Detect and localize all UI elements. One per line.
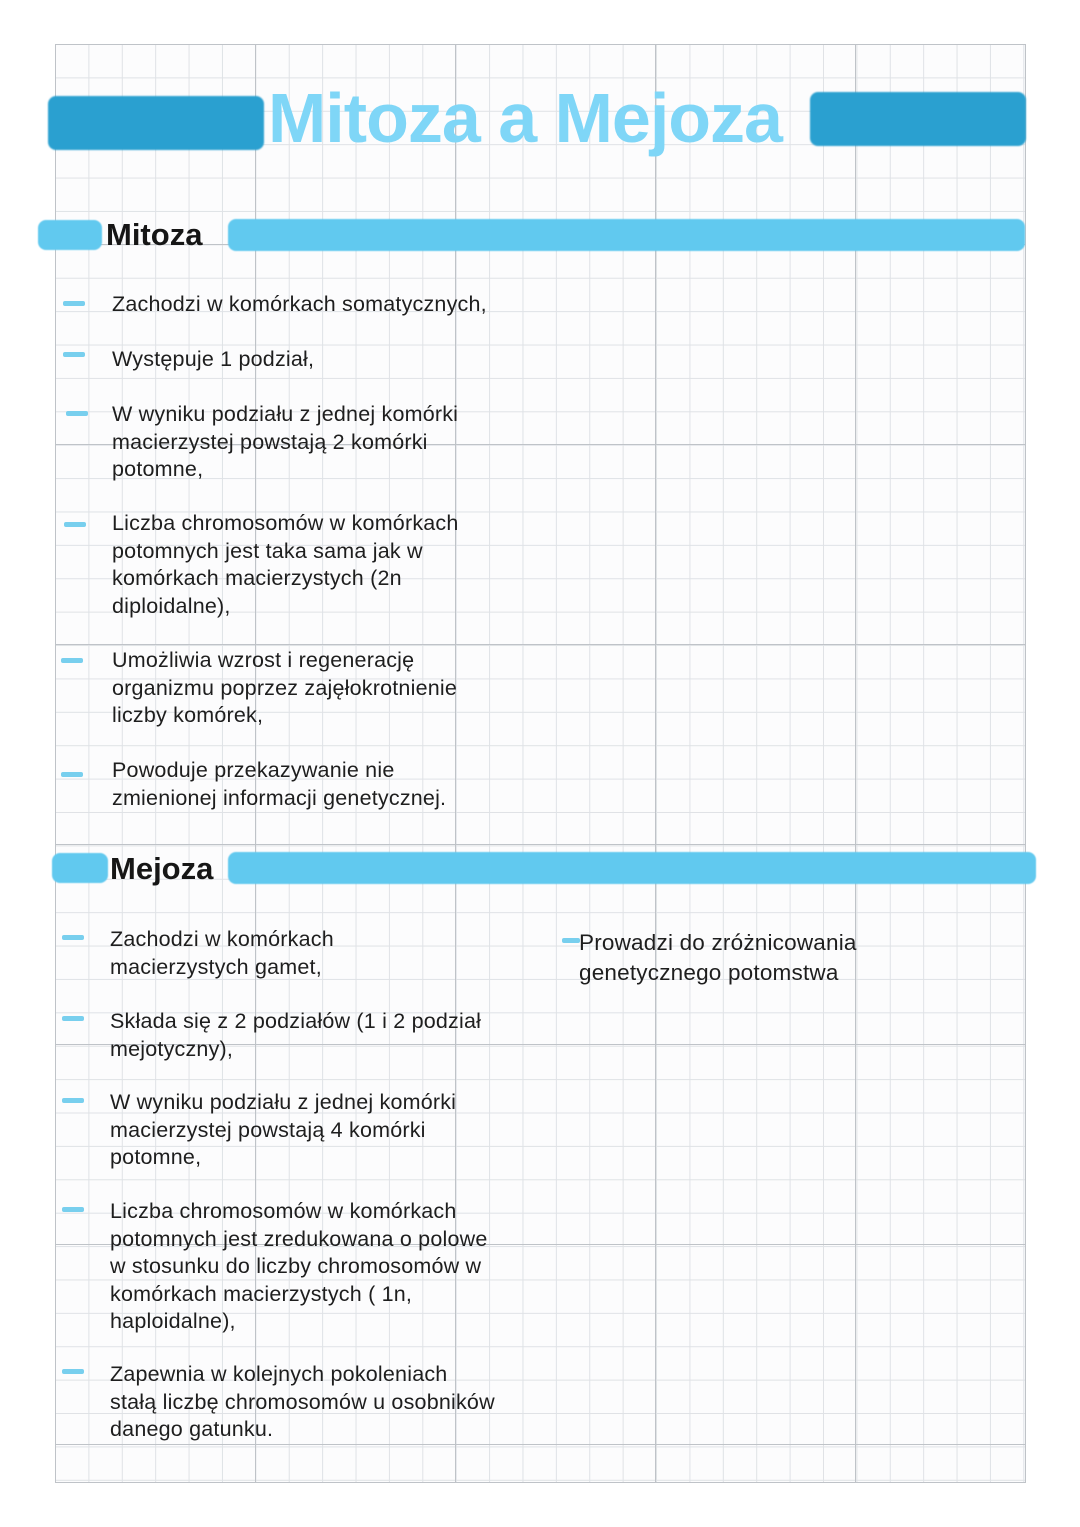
mejoza-item-2: Składa się z 2 podziałów (1 i 2 podział mejotyczny), xyxy=(110,1009,482,1061)
mejoza-item-1: Zachodzi w komórkach macierzystych gamet, xyxy=(110,927,334,979)
title-bar-left xyxy=(48,96,264,150)
mejoza-bullet-2 xyxy=(62,1016,84,1021)
mejoza-bullet-1 xyxy=(62,935,84,940)
mejoza-bullet-5 xyxy=(62,1369,84,1374)
title-bar-right xyxy=(810,92,1026,146)
mitoza-item-5: Umożliwia wzrost i regenerację organizmu poprzez zajęłokrotnienie liczby komórek, xyxy=(112,648,458,727)
mitoza-item-2: Występuje 1 podział, xyxy=(112,347,315,371)
mitoza-bullet-1 xyxy=(63,301,85,306)
mejoza-bullet-4 xyxy=(62,1207,84,1212)
mejoza-side-bullet xyxy=(562,938,580,943)
mitoza-bullet-4 xyxy=(64,522,86,527)
mejoza-item-3: W wyniku podziału z jednej komórki macierzystej powstają 4 komórki potomne, xyxy=(110,1090,457,1169)
mejoza-heading: Mejoza xyxy=(110,851,214,886)
mitoza-bullet-5 xyxy=(61,658,83,663)
mejoza-bullet-3 xyxy=(62,1098,84,1103)
mitoza-item-6: Powoduje przekazywanie nie zmienionej informacji genetycznej. xyxy=(112,758,447,810)
mejoza-bar-right xyxy=(228,852,1036,884)
mitoza-bar-left xyxy=(38,220,102,250)
mejoza-side-item: Prowadzi do zróżnicowania genetycznego potomstwa xyxy=(579,930,857,985)
page-title: Mitoza a Mejoza xyxy=(268,79,782,157)
mitoza-bar-right xyxy=(228,219,1025,251)
mitoza-bullet-2 xyxy=(63,352,85,357)
mitoza-item-3: W wyniku podziału z jednej komórki macierzystej powstają 2 komórki potomne, xyxy=(112,402,459,481)
mejoza-item-5: Zapewnia w kolejnych pokoleniach stałą liczbę chromosomów u osobników danego gatunku. xyxy=(110,1362,495,1441)
mejoza-bar-left xyxy=(52,853,108,883)
mitoza-item-1: Zachodzi w komórkach somatycznych, xyxy=(112,292,487,316)
mitoza-bullet-6 xyxy=(61,772,83,777)
mitoza-heading: Mitoza xyxy=(106,217,203,252)
mitoza-bullet-3 xyxy=(66,411,88,416)
mejoza-item-4: Liczba chromosomów w komórkach potomnych jest zredukowana o polowe w stosunku do liczby chromosomów w komórkach macierzystych ( 1n, haploidalne), xyxy=(110,1199,488,1333)
mitoza-item-4: Liczba chromosomów w komórkach potomnych jest taka sama jak w komórkach macierzystych (2n diploidalne), xyxy=(112,511,459,618)
